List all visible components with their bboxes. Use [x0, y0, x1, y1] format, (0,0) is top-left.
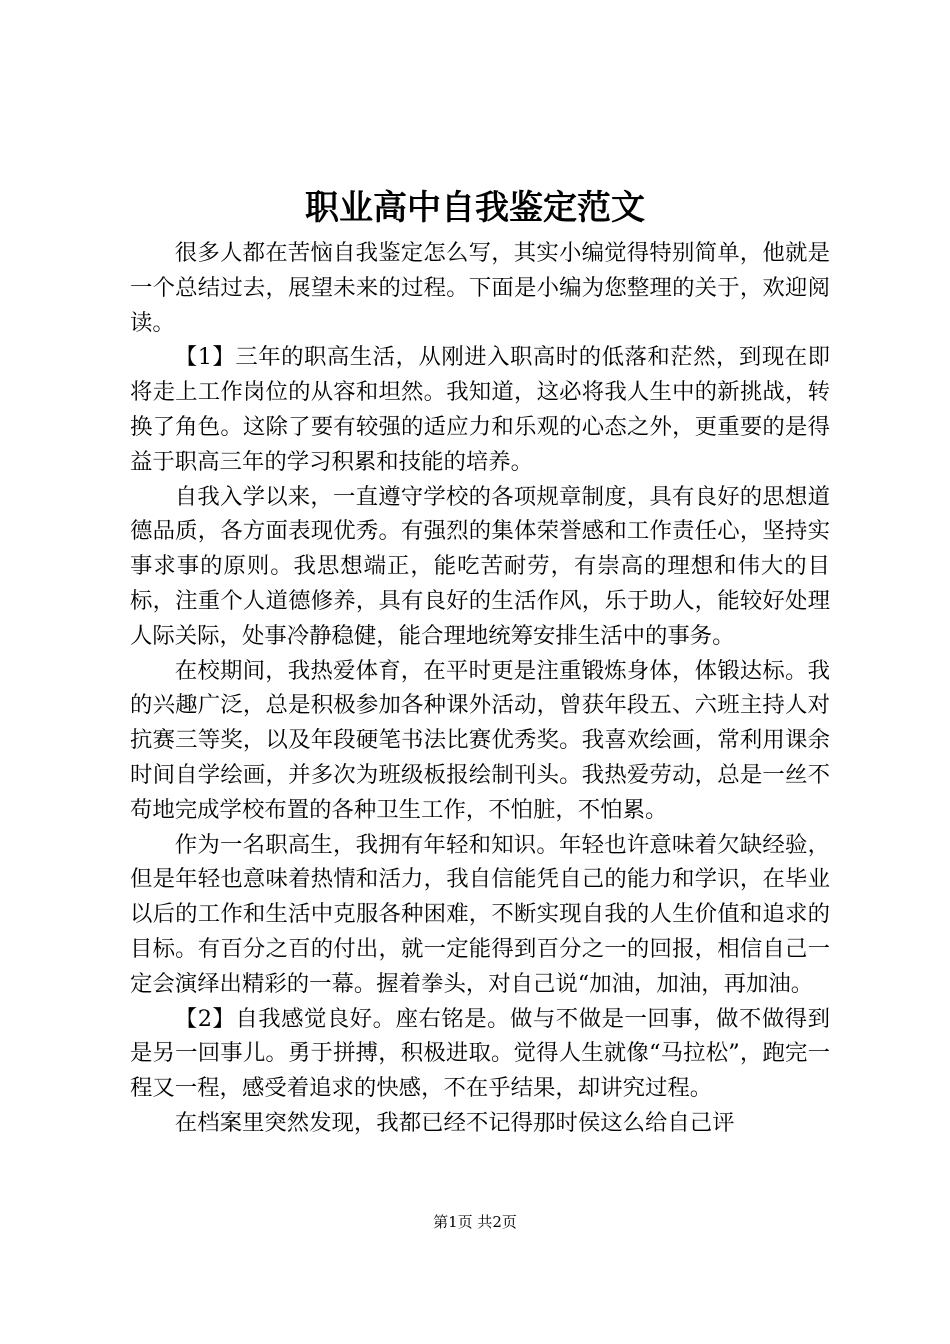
document-title: 职业高中自我鉴定范文 [305, 188, 645, 228]
paragraph-intro: 很多人都在苦恼自我鉴定怎么写，其实小编觉得特别简单，他就是一个总结过去，展望未来的过程。下面是小编为您整理的关于，欢迎阅读。 [130, 240, 830, 336]
page-number-footer: 第1页 共2页 [433, 1213, 517, 1231]
paragraph-activities: 在校期间，我热爱体育，在平时更是注重锻炼身体，体锻达标。我的兴趣广泛，总是积极参加各种课外活动，曾获年段五、六班主持人对抗赛三等奖，以及年段硬笔书法比赛优秀奖。我喜欢绘画，常利用课余时间自学绘画，并多次为班级板报绘制刊头。我热爱劳动，总是一丝不苟地完成学校布置的各种卫生工作，不怕脏，不怕累。 [130, 657, 830, 823]
document-body [130, 236, 830, 1141]
paragraph-section-2: 【2】自我感觉良好。座右铭是。做与不做是一回事，做不做得到是另一回事儿。勇于拼搏，积极进取。觉得人生就像“马拉松”，跑完一程又一程，感受着追求的快感，不在乎结果，却讲究过程。 [130, 1005, 830, 1102]
paragraph-archive: 在档案里突然发现，我都已经不记得那时侯这么给自己评 [174, 1109, 735, 1136]
paragraph-youth: 作为一名职高生，我拥有年轻和知识。年轻也许意味着欠缺经验，但是年轻也意味着热情和活力，我自信能凭自己的能力和学识，在毕业以后的工作和生活中克服各种困难，不断实现自我的人生价值和追求的目标。有百分之百的付出，就一定能得到百分之一的回报，相信自己一定会演绎出精彩的一幕。握着拳头，对自己说“加油，加油，再加油。 [130, 831, 830, 997]
paragraph-conduct: 自我入学以来，一直遵守学校的各项规章制度，具有良好的思想道德品质，各方面表现优秀。有强烈的集体荣誉感和工作责任心，坚持实事求事的原则。我思想端正，能吃苦耐劳，有崇高的理想和伟大的目标，注重个人道德修养，具有良好的生活作风，乐于助人，能较好处理人际关际，处事冷静稳健，能合理地统筹安排生活中的事务。 [130, 483, 830, 649]
paragraph-section-1: 【1】三年的职高生活，从刚进入职高时的低落和茫然，到现在即将走上工作岗位的从容和坦然。我知道，这必将我人生中的新挑战，转换了角色。这除了要有较强的适应力和乐观的心态之外，更重要的是得益于职高三年的学习积累和技能的培养。 [130, 344, 830, 475]
